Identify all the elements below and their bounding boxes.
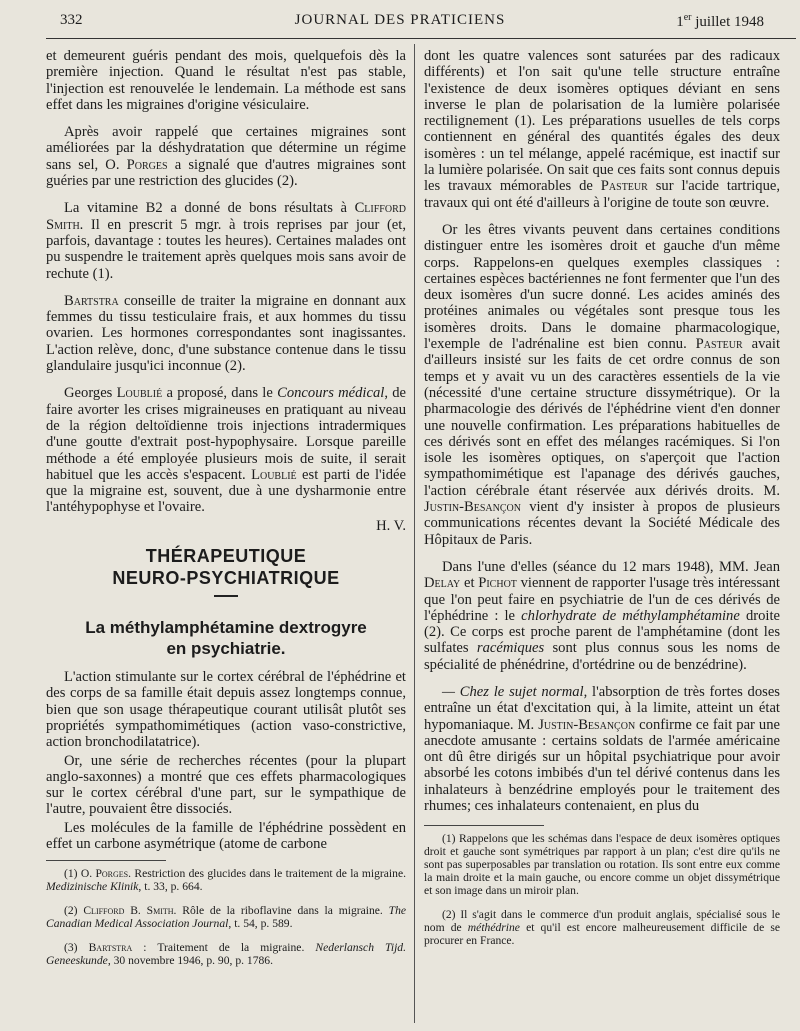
paragraph: L'action stimulante sur le cortex cérébral de l'éphédrine et des corps de sa famille était depuis assez longtemps connue, bien que son usage thérapeutique courant utilisât plutôt ses propriétés sympathomimétiques (action vaso-constrictive, action bronchodilatatrice).	[46, 669, 406, 751]
issue-date	[676, 12, 764, 31]
paragraph: Georges Loublié a proposé, dans le Concours médical, de faire avorter les crises migraineuses en pratiquant au niveau de la région deltoïdienne trois injections intradermiques d'une goutte d'extrait post-hypophysaire. Lorsque pareille méthode a été employée plusieurs mois de suite, il serait habituel que les accès s'espacent. Loublié est parti de l'idée que la migraine est, souvent, due à une dysharmonie entre l'antéhypophyse et l'ovaire.	[46, 385, 407, 516]
paragraph: Dans l'une d'elles (séance du 12 mars 1948), MM. Jean Delay et Pichot viennent de rapporter l'usage très intéressant que l'on peut faire en psychiatrie de l'un de ces dérivés de l'éphédrine : le chlorhydrate de méthylamphétamine droite (2). Ce corps est proche parent de l'amphétamine (dont les sulfates racémiques sont plus connus sous les noms de spécialité de phénédrine, d'ortédrine ou de benzédrine).	[424, 558, 780, 673]
paragraph: et demeurent guéris pendant des mois, quelquefois dès la première injection. Quand le résultat n'est pas stable, l'injection est renouvelée le lendemain. La méthode est sans effet dans les migraines d'origine vésiculaire.	[46, 48, 406, 113]
header-rule	[46, 38, 796, 39]
paragraph: Or, une série de recherches récentes (pour la plupart anglo-saxonnes) a montré que ces effets pharmacologiques sur le cortex cérébral d'une part, sur le sympathique de l'autre, pouvaient être dissociés.	[46, 752, 406, 818]
signature: H. V.	[376, 517, 406, 534]
paragraph: — Chez le sujet normal, l'absorption de très fortes doses entraîne un état d'excitation qui, à la limite, atteint un état hypomaniaque. M. Justin-Besançon confirme ce fait par une anecdote amusante : certains soldats de l'armée américaine ont dû être dirigés sur un hôpital psychiatrique pour avoir absorbé les cotons imbibés d'un tel dérivé contenus dans les inhalateurs à benzédrine employés pour le traitement des rhumes; ces inhalateurs contenaient, en plus du	[424, 683, 780, 815]
page-number: 332	[60, 12, 83, 28]
section-title: THÉRAPEUTIQUE NEURO-PSYCHIATRIQUE	[112, 546, 340, 589]
paragraph: La vitamine B2 a donné de bons résultats à Clifford Smith. Il en prescrit 5 mgr. à trois reprises par jour (et, parfois, davantage : toutes les heures). Certaines malades ont pu suspendre le traitement après quelques mois sans avoir de rechute (1).	[46, 200, 406, 282]
date-sup: er	[683, 12, 692, 23]
paragraph: Après avoir rappelé que certaines migraines sont améliorées par la déshydratation que détermine un régime sans sel, O. Porges a signalé que d'autres migraines sont guéries par une restriction des glucides (2).	[46, 124, 406, 190]
footnote: (3) Bartstra : Traitement de la migraine. Nederlansch Tijd. Geneeskunde, 30 novembre 1946, p. 90, p. 1786.	[46, 941, 406, 968]
footnote: (2) Il s'agit dans le commerce d'un produit anglais, spécialisé sous le nom de méthédrine et qu'il est encore malheureusement difficile de se procurer en France.	[424, 908, 780, 948]
footnote: (1) O. Porges. Restriction des glucides dans le traitement de la migraine. Medizinische Klinik, t. 33, p. 664.	[46, 867, 406, 894]
footnote-rule	[46, 860, 166, 861]
left-column	[46, 48, 406, 978]
right-column	[424, 48, 780, 958]
journal-title: JOURNAL DES PRATICIENS	[294, 12, 506, 28]
paragraph: Or les êtres vivants peuvent dans certaines conditions distinguer entre les isomères droit et gauche d'un même corps. Rappelons-en quelques exemples classiques : certaines espèces bactériennes ne font fermenter que l'un des deux isomères d'un sucre donné. Les acides aminés des protéines animales ou végétales sont presque tous les isomères droits. Dans le domaine pharmacologique, l'exemple de l'adrénaline est bien connu. Pasteur avait d'ailleurs insisté sur les faits de cet ordre connus de son temps et y avait vu un des caractères essentiels de la vie (nécessité d'une certaine structure dissymétrique). Or la pharmacologie des dérivés de l'éphédrine vient d'en donner une nouvelle confirmation. Les préparations habituelles de ces dérivés sont en effet des mélanges racémiques. Si l'on isole les isomères optiques, on s'aperçoit que l'action sympathomimétique est l'apanage des dérivés gauches, l'action cérébrale étant réservée aux dérivés droits. M. Justin-Besançon vient d'y insister à propos de plusieurs communications récentes devant la Société Médicale des Hôpitaux de Paris.	[424, 221, 780, 548]
footnote-rule	[424, 825, 544, 826]
footnote: (1) Rappelons que les schémas dans l'espace de deux isomères optiques droit et gauche sont symétriques par rapport à un plan; c'est dire qu'ils ne sont pas superposables par translation ou rotation. Ils sont entre eux comme la main droite et la main gauche, ou encore comme un objet dissymétrique et son image dans un miroir plan.	[424, 832, 780, 898]
paragraph: Bartstra conseille de traiter la migraine en donnant aux femmes du tissu testiculaire frais, et aux hommes du tissu ovarien. Les hormones correspondantes sont inagissantes. L'action relève, donc, d'une substance contenue dans le tissu glandulaire jusqu'ici inconnue (2).	[46, 292, 406, 375]
article-title: La méthylamphétamine dextrogyre en psychiatrie.	[85, 618, 367, 659]
paragraph: dont les quatre valences sont saturées par des radicaux différents) et l'on sait qu'une telle structure entraîne l'existence de deux isomères optiques déviant en sens inverse le plan de polarisation de la lumière polarisée rectilignement (1). Les préparations usuelles de tels corps contiennent en général des quantités égales des deux isomères : un tel mélange, appelé racémique, est inactif sur la lumière polarisée. On sait que ces faits sont connus depuis les travaux mémorables de Pasteur sur l'acide tartrique, travaux qui ont été d'ailleurs à l'origine de toute son œuvre.	[424, 48, 780, 211]
paragraph: Les molécules de la famille de l'éphédrine possèdent en effet un carbone asymétrique (atome de carbone	[46, 819, 406, 852]
date-rest: juillet 1948	[691, 14, 764, 30]
page-header	[0, 12, 800, 34]
column-divider	[414, 44, 415, 1023]
footnote: (2) Clifford B. Smith. Rôle de la riboflavine dans la migraine. The Canadian Medical Association Journal, t. 54, p. 589.	[46, 904, 407, 931]
section-separator	[214, 595, 238, 597]
date-day: 1	[676, 14, 684, 30]
